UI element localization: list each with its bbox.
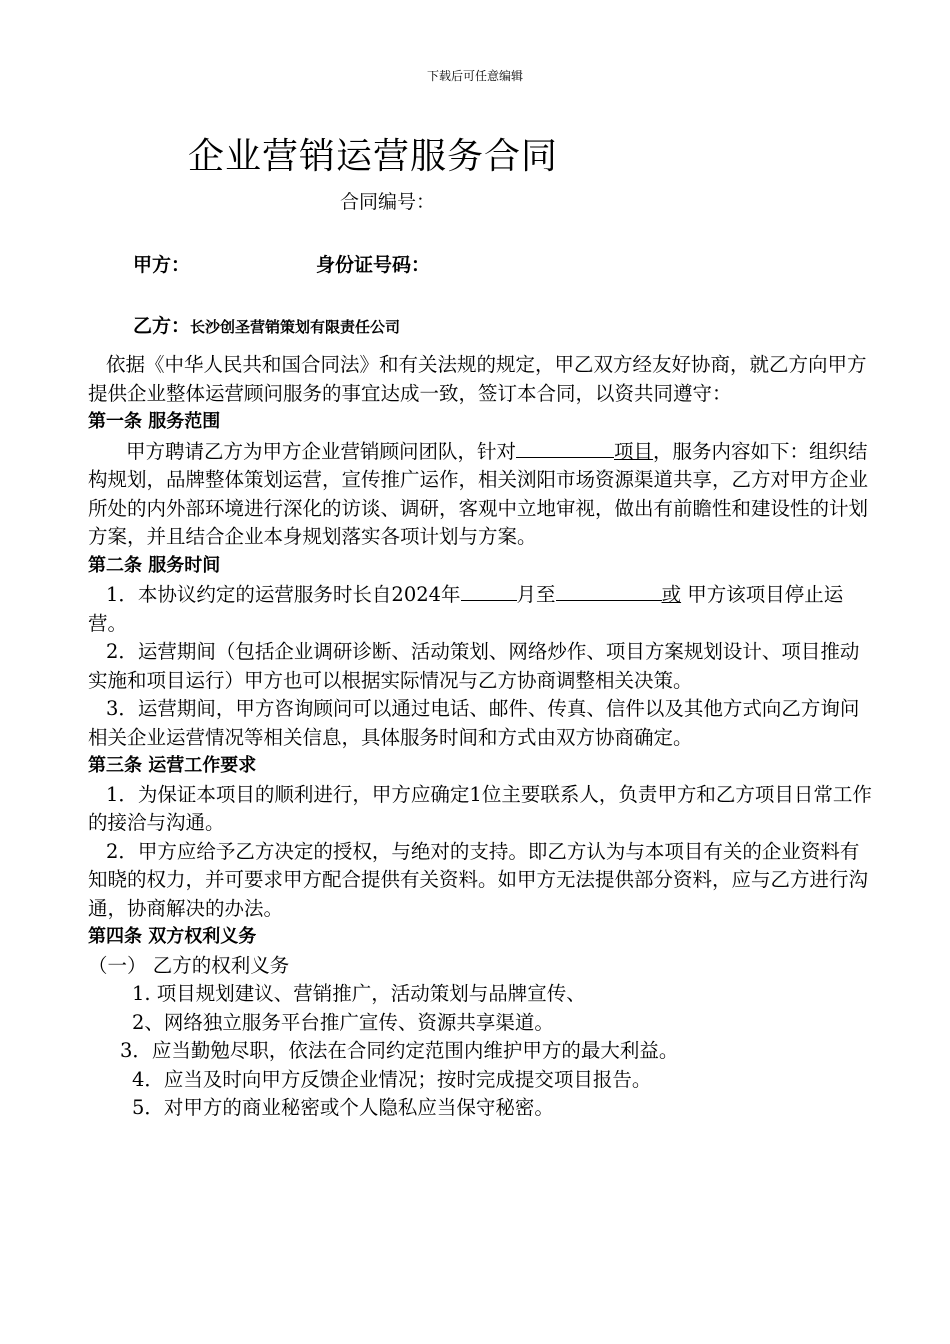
party-b-line [133,311,400,338]
article-3-item-1: 1．为保证本项目的顺利进行，甲方应确定1位主要联系人，负责甲方和乙方项目日常工作的接洽与沟通。 [88,782,872,834]
rights-item-1: 1. 项目规划建议、营销推广，活动策划与品牌宣传、 [132,982,586,1005]
article-3-item-2: 2．甲方应给予乙方决定的授权，与绝对的支持。即乙方认为与本项目有关的企业资料有知晓的权力，并可要求甲方配合提供有关资料。如甲方无法提供部分资料，应与乙方进行沟通，协商解决的办法。 [88,839,869,920]
party-a-label: 甲方： [133,254,191,276]
document-title: 企业营销运营服务合同 [188,136,559,177]
party-b-company: 长沙创圣营销策划有限责任公司 [190,318,401,336]
article-2-item-3: 3．运营期间，甲方咨询顾问可以通过电话、邮件、传真、信件以及其他方式向乙方询问相关企业运营情况等相关信息，具体服务时间和方式由双方协商确定。 [88,697,860,749]
article-3-heading: 第三条 运营工作要求 [88,755,257,776]
article-2-heading: 第二条 服务时间 [88,554,221,576]
header-note: 下载后可任意编辑 [426,69,523,83]
contract-number-label: 合同编号： [340,191,436,213]
rights-item-2: 2、网络独立服务平台推广宣传、资源共享渠道。 [132,1010,554,1034]
rights-item-4: 4．应当及时向甲方反馈企业情况；按时完成提交项目报告。 [132,1067,652,1091]
rights-item-3: 3．应当勤勉尽职，依法在合同约定范围内维护甲方的最大利益。 [120,1039,679,1062]
article-4-heading: 第四条 双方权利义务 [88,926,257,947]
end-date-blank [556,580,662,601]
article-2-item-1: 1．本协议约定的运营服务时长自2024年 月至 或 甲方该项目停止运营。 [88,580,878,638]
intro-paragraph: 依据《中华人民共和国合同法》和有关法规的规定，甲乙双方经友好协商，就乙方向甲方提供企业整体运营顾问服务的事宜达成一致，签订本合同，以资共同遵守： [88,353,867,405]
article-1-heading: 第一条 服务范围 [88,411,221,432]
article-1-paragraph: 甲方聘请乙方为甲方企业营销顾问团队，针对 项目，服务内容如下：组织结构规划，品牌整体策划运营，宣传推广运作，相关浏阳市场资源渠道共享，乙方对甲方企业所处的内外部环境进行深化的访谈、调研，客观中立地审视，做出有前瞻性和建设性的计划方案，并且结合企业本身规划落实各项计划与方案。 [88,437,878,552]
id-number-label: 身份证号码： [316,254,431,276]
rights-item-5: 5．对甲方的商业秘密或个人隐私应当保守秘密。 [132,1096,554,1119]
start-month-blank [461,580,517,601]
contract-body [88,351,878,1123]
party-b-label: 乙方： [133,315,191,337]
article-4-subheading: （一） 乙方的权利义务 [88,953,290,977]
project-name-blank [516,437,614,458]
article-2-item-2: 2．运营期间（包括企业调研诊断、活动策划、网络炒作、项目方案规划设计、项目推动实施和项目运行）甲方也可以根据实际情况与乙方协商调整相关决策。 [88,640,860,692]
